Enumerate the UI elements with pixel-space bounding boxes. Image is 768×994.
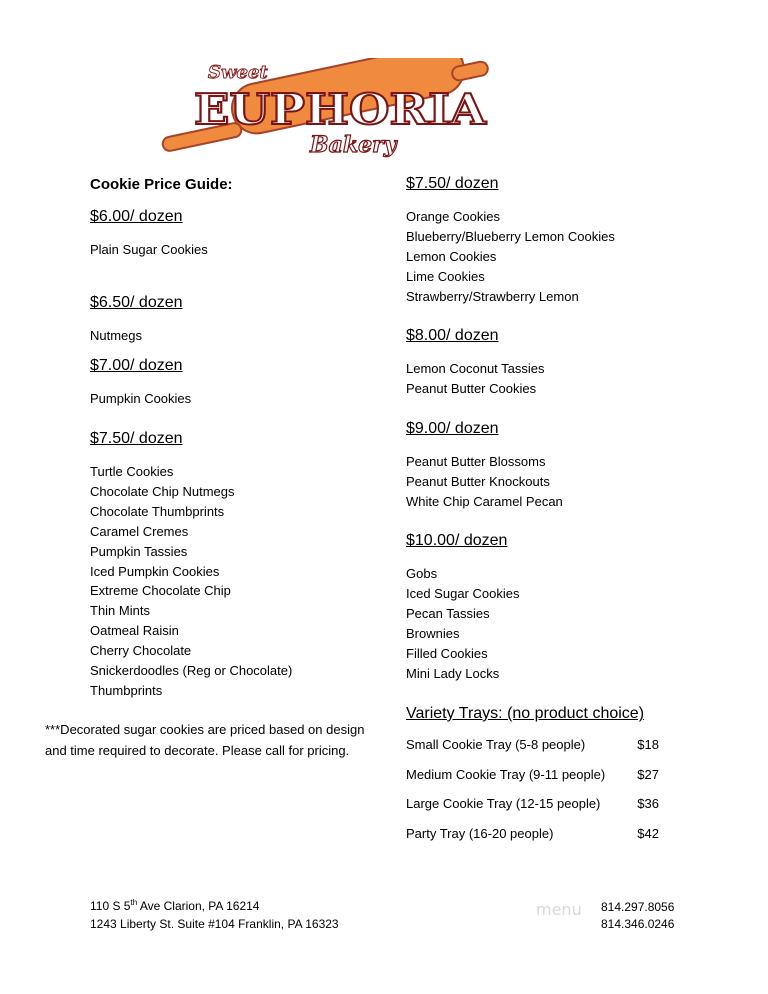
list-item: Blueberry/Blueberry Lemon Cookies	[406, 228, 615, 244]
address-text: 110 S 5	[90, 899, 131, 913]
list-item: Pumpkin Tassies	[90, 543, 188, 559]
svg-text:Sweet: Sweet	[208, 62, 268, 83]
item-list	[406, 359, 545, 399]
item-list	[406, 564, 519, 683]
price-heading: $7.50/ dozen	[406, 175, 499, 192]
list-item: Caramel Cremes	[90, 523, 189, 539]
price-heading: $7.00/ dozen	[90, 357, 183, 374]
list-item: Thin Mints	[90, 603, 150, 619]
price-heading: $8.00/ dozen	[406, 327, 499, 344]
item-list	[90, 326, 142, 346]
bakery-logo	[160, 58, 490, 162]
item-list	[406, 452, 563, 512]
tray-name: Medium Cookie Tray (9-11 people)	[406, 767, 606, 782]
list-item: Lemon Coconut Tassies	[406, 361, 545, 376]
list-item: Iced Sugar Cookies	[406, 585, 520, 601]
price-heading: $10.00/ dozen	[406, 532, 508, 549]
list-item: Strawberry/Strawberry Lemon	[406, 288, 579, 304]
list-item: White Chip Caramel Pecan	[406, 493, 563, 509]
list-item: Plain Sugar Cookies	[90, 242, 208, 257]
list-item: Brownies	[406, 625, 460, 641]
list-item: Snickerdoodles (Reg or Chocolate)	[90, 663, 293, 679]
price-heading: $9.00/ dozen	[406, 420, 499, 437]
price-heading: $6.00/ dozen	[90, 208, 183, 225]
item-list	[406, 207, 615, 307]
tray-name: Small Cookie Tray (5-8 people)	[406, 737, 586, 752]
svg-text:EUPHORIA: EUPHORIA	[194, 85, 488, 134]
tray-name: Large Cookie Tray (12-15 people)	[406, 796, 601, 811]
list-item: Peanut Butter Cookies	[406, 380, 537, 396]
variety-trays-heading: Variety Trays: (no product choice)	[406, 705, 645, 722]
address-text: Ave Clarion, PA 16214	[137, 899, 260, 913]
list-item: Extreme Chocolate Chip	[90, 583, 231, 599]
list-item: Mini Lady Locks	[406, 665, 500, 681]
list-item: Pumpkin Cookies	[90, 391, 192, 406]
price-heading: $6.50/ dozen	[90, 294, 183, 311]
list-item: Oatmeal Raisin	[90, 623, 179, 639]
list-item: Orange Cookies	[406, 209, 500, 224]
tray-price: $27	[637, 767, 659, 782]
list-item: Lime Cookies	[406, 268, 485, 284]
list-item: Iced Pumpkin Cookies	[90, 563, 220, 579]
list-item: Chocolate Chip Nutmegs	[90, 483, 235, 499]
item-list	[90, 389, 191, 409]
phone-clarion: 814.297.8056	[601, 900, 675, 914]
tray-row	[406, 796, 659, 811]
list-item: Chocolate Thumbprints	[90, 503, 225, 519]
tray-row	[406, 826, 659, 841]
price-heading: $7.50/ dozen	[90, 430, 183, 447]
tray-row	[406, 737, 659, 752]
tray-price: $18	[637, 737, 659, 752]
tray-price: $36	[637, 796, 659, 811]
list-item: Peanut Butter Blossoms	[406, 454, 546, 469]
list-item: Peanut Butter Knockouts	[406, 473, 550, 489]
list-item: Gobs	[406, 566, 438, 581]
address-clarion	[90, 897, 259, 915]
list-item: Nutmegs	[90, 328, 143, 343]
item-list	[90, 240, 208, 260]
page-title: Cookie Price Guide:	[90, 176, 233, 193]
svg-text:Bakery: Bakery	[310, 132, 397, 158]
tray-name: Party Tray (16-20 people)	[406, 826, 554, 841]
list-item: Cherry Chocolate	[90, 643, 192, 659]
address-franklin: 1243 Liberty St. Suite #104 Franklin, PA 16323	[90, 917, 339, 931]
list-item: Turtle Cookies	[90, 464, 174, 479]
item-list	[90, 462, 292, 701]
watermark: menu	[536, 900, 582, 919]
decorated-cookies-note: ***Decorated sugar cookies are priced based on design and time required to decorate. Please call for pricing.	[45, 722, 365, 758]
list-item: Pecan Tassies	[406, 605, 490, 621]
tray-row	[406, 767, 659, 782]
address-superscript: th	[130, 898, 138, 907]
list-item: Filled Cookies	[406, 645, 488, 661]
list-item: Thumbprints	[90, 682, 163, 698]
list-item: Lemon Cookies	[406, 248, 497, 264]
tray-price: $42	[637, 826, 659, 841]
phone-franklin: 814.346.0246	[601, 917, 675, 931]
